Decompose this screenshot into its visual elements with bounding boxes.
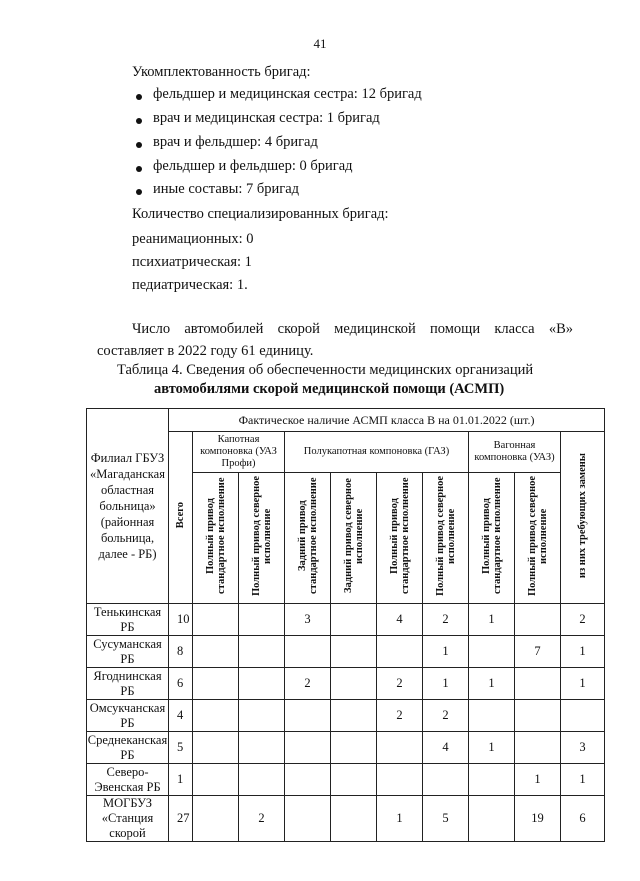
vehicles-paragraph-line1: Число автомобилей скорой медицинской помощи класса «В» [132,321,573,337]
row-name: Ягоднинская РБ [87,668,169,700]
cell [239,604,285,636]
subheader: Полный привод северное исполнение [434,475,457,597]
row-name: Северо-Эвенская РБ [87,764,169,796]
subheader: Полный привод стандартное исполнение [388,477,411,595]
cell [285,732,331,764]
cell [193,668,239,700]
cell: 1 [469,604,515,636]
replace-header-cell [561,432,605,604]
subheader: Задний привод северное исполнение [342,478,365,594]
page-number: 41 [313,36,327,51]
cell [193,732,239,764]
cell: 4 [377,604,423,636]
cell: 1 [423,668,469,700]
cell [193,636,239,668]
cell: 1 [561,668,605,700]
semicapot-group-header: Полукапотная компоновка (ГАЗ) [285,432,469,473]
bullet-icon [136,189,142,195]
cell: 2 [377,700,423,732]
vehicles-paragraph [97,318,573,362]
cell: 2 [423,700,469,732]
cell [239,764,285,796]
cell [193,796,239,842]
bullet-icon [136,166,142,172]
cell: 1 [377,796,423,842]
table-row [87,700,605,732]
cell [515,668,561,700]
subheader-cell [331,473,377,604]
brigades-heading: Укомплектованность бригад: [132,64,311,80]
cell: 3 [561,732,605,764]
cell [193,764,239,796]
cell: 6 [169,668,193,700]
subheader-cell [423,473,469,604]
special-brigade-item: реанимационных: 0 [132,231,254,247]
subheader: Полный привод северное исполнение [250,475,273,597]
cell: 6 [561,796,605,842]
cell: 2 [377,668,423,700]
cell [469,796,515,842]
cell: 10 [169,604,193,636]
cell: 27 [169,796,193,842]
cell [193,700,239,732]
cell [331,732,377,764]
cell [193,604,239,636]
cell [561,700,605,732]
subheader-cell [469,473,515,604]
special-brigade-item: психиатрическая: 1 [132,254,252,270]
subheader: Полный привод северное исполнение [526,475,549,597]
replace-header: из них требующих замены [577,452,588,579]
special-brigade-item: педиатрическая: 1. [132,277,248,293]
table-caption-bold: автомобилями скорой медицинской помощи (АСМП) [154,381,505,397]
brigade-item: врач и медицинская сестра: 1 бригад [153,110,380,126]
cell: 2 [423,604,469,636]
subheader: Задний привод стандартное исполнение [296,477,319,595]
filial-header: Филиал ГБУЗ «Магаданская областная больница» (районная больница, далее - РБ) [87,409,169,604]
cell: 2 [239,796,285,842]
cell [331,700,377,732]
brigade-item: иные составы: 7 бригад [153,181,300,197]
subheader-cell [377,473,423,604]
brigade-item: фельдшер и фельдшер: 0 бригад [153,158,353,174]
cell: 8 [169,636,193,668]
cell [331,796,377,842]
cell [285,796,331,842]
cell: 1 [469,668,515,700]
table-row [87,604,605,636]
special-brigades-heading: Количество специализированных бригад: [132,206,389,222]
cell: 19 [515,796,561,842]
cell: 1 [423,636,469,668]
cell [239,732,285,764]
cell [239,636,285,668]
bullet-icon [136,118,142,124]
cell: 3 [285,604,331,636]
cell [285,636,331,668]
cell [331,636,377,668]
cell: 1 [515,764,561,796]
row-name: Тенькинская РБ [87,604,169,636]
subheader: Полный привод стандартное исполнение [480,477,503,595]
cell: 7 [515,636,561,668]
bullet-icon [136,142,142,148]
table-row [87,796,605,842]
cell [515,700,561,732]
cell: 1 [469,732,515,764]
cell [331,668,377,700]
cell: 1 [561,764,605,796]
cell [377,764,423,796]
cell [515,732,561,764]
subheader-cell [515,473,561,604]
total-header: Всего [175,502,186,529]
cell [239,668,285,700]
cell [239,700,285,732]
cell [469,764,515,796]
top-header: Фактическое наличие АСМП класса В на 01.01.2022 (шт.) [169,409,605,432]
table-row [87,764,605,796]
cell [285,764,331,796]
table-row [87,668,605,700]
cell: 4 [169,700,193,732]
subheader-cell [193,473,239,604]
cell [377,732,423,764]
cell [469,636,515,668]
wagon-group-header: Вагонная компоновка (УАЗ) [469,432,561,473]
table-caption: Таблица 4. Сведения об обеспеченности медицинских организаций [117,362,534,378]
brigade-item: фельдшер и медицинская сестра: 12 бригад [153,86,422,102]
brigade-item: врач и фельдшер: 4 бригад [153,134,318,150]
bullet-icon [136,94,142,100]
row-name: МОГБУЗ «Станция скорой [87,796,169,842]
total-header-cell [169,432,193,604]
cell [423,764,469,796]
subheader: Полный привод стандартное исполнение [204,477,227,595]
table-row [87,636,605,668]
cell [331,604,377,636]
cell [331,764,377,796]
cell: 2 [285,668,331,700]
subheader-cell [285,473,331,604]
cell: 4 [423,732,469,764]
cell: 5 [169,732,193,764]
capot-group-header: Капотная компоновка (УАЗ Профи) [193,432,285,473]
asmp-table [86,408,605,842]
vehicles-paragraph-line2: составляет в 2022 году 61 единицу. [97,343,314,359]
cell: 1 [561,636,605,668]
cell: 2 [561,604,605,636]
cell: 5 [423,796,469,842]
table-row [87,732,605,764]
cell [515,604,561,636]
cell [469,700,515,732]
cell [377,636,423,668]
row-name: Сусуманская РБ [87,636,169,668]
row-name: Омсукчанская РБ [87,700,169,732]
cell: 1 [169,764,193,796]
subheader-cell [239,473,285,604]
cell [285,700,331,732]
row-name: Среднеканская РБ [87,732,168,762]
